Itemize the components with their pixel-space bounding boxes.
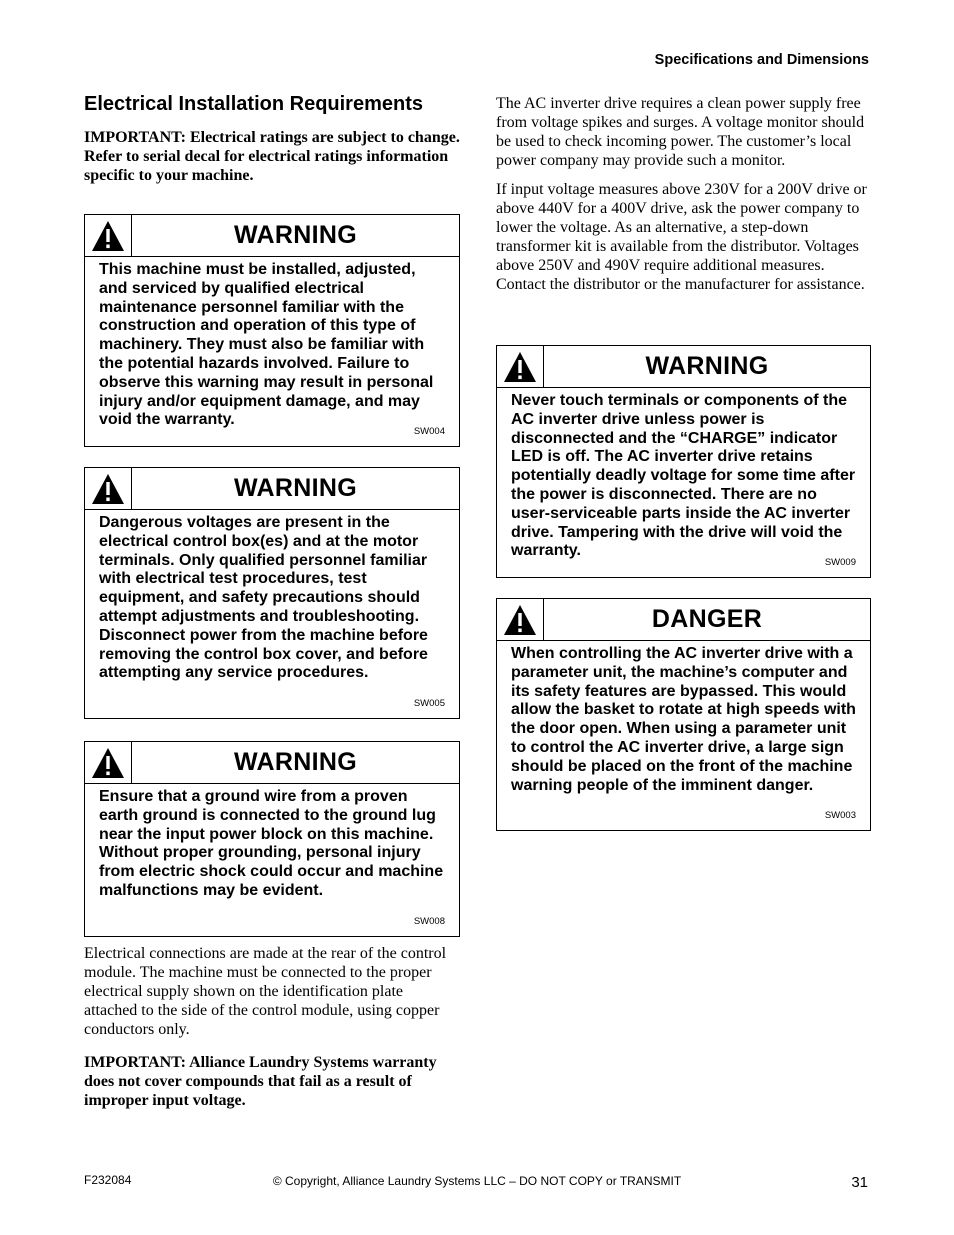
warning-heading: WARNING bbox=[234, 221, 357, 249]
warning-code: SW004 bbox=[413, 426, 445, 437]
danger-box-sw003 bbox=[496, 598, 871, 831]
danger-code: SW003 bbox=[824, 810, 856, 821]
danger-heading: DANGER bbox=[651, 605, 763, 633]
warning-box-header bbox=[497, 346, 870, 388]
footer-copyright: © Copyright, Alliance Laundry Systems LLC – DO NOT COPY or TRANSMIT bbox=[272, 1174, 682, 1188]
danger-box-header bbox=[497, 599, 870, 641]
warning-box-header bbox=[85, 215, 459, 257]
warning-text: Never touch terminals or components of the AC inverter drive unless power is disconnected and the “CHARGE” indicator LED is off. The AC inverter drive retains potentially deadly voltage for some time after the power is disconnected. There are no user-serviceable parts inside the AC inverter drive. Tampering with the drive will void the warranty. bbox=[511, 392, 856, 560]
warning-triangle-icon bbox=[497, 346, 544, 387]
warning-box-header bbox=[85, 742, 459, 784]
page-header-section: Specifications and Dimensions bbox=[654, 52, 869, 68]
important-note-ratings: IMPORTANT: Electrical ratings are subject to change. Refer to serial decal for electrical ratings information specific to your machine. bbox=[84, 129, 460, 184]
warning-triangle-icon bbox=[497, 599, 544, 640]
warning-heading: WARNING bbox=[645, 352, 769, 380]
warning-box-sw005 bbox=[84, 467, 460, 719]
warning-triangle-icon bbox=[85, 468, 132, 509]
left-column-lower bbox=[84, 944, 460, 1124]
warning-text: This machine must be installed, adjusted, and serviced by qualified electrical maintenance personnel familiar with the construction and operation of this type of machinery. They must also be familiar with the potential hazards involved. Failure to observe this warning may result in personal injury and/or equipment damage, and may void the warranty. bbox=[99, 261, 434, 429]
important-note-warranty: IMPORTANT: Alliance Laundry Systems warranty does not cover compounds that fail as a result of improper input voltage. bbox=[84, 1054, 437, 1109]
warning-box-header bbox=[85, 468, 459, 510]
warning-code: SW008 bbox=[413, 916, 445, 927]
left-column bbox=[84, 92, 460, 199]
warning-text: Ensure that a ground wire from a proven earth ground is connected to the ground lug near the input power block on this machine. Without proper grounding, personal injury from electric shock could occur and machine malfunctions may be evident. bbox=[99, 788, 444, 899]
danger-text: When controlling the AC inverter drive with a parameter unit, the machine’s computer and its safety features are bypassed. This would allow the basket to rotate at high speeds with the door open. When using a parameter unit to control the AC inverter drive, a large sign should be placed on the front of the machine warning people of the imminent danger. bbox=[511, 645, 856, 794]
inverter-power-paragraph: The AC inverter drive requires a clean power supply free from voltage spikes and surges. A voltage monitor should be used to check incoming power. The customer’s local power company may provide such a monitor. bbox=[496, 95, 865, 169]
warning-box-sw008 bbox=[84, 741, 460, 937]
warning-triangle-icon bbox=[85, 742, 132, 783]
electrical-connections-paragraph: Electrical connections are made at the rear of the control module. The machine must be connected to the proper electrical supply shown on the identification plate attached to the side of the control module, using copper conductors only. bbox=[84, 945, 447, 1038]
footer-page-number: 31 bbox=[851, 1174, 868, 1191]
warning-heading: WARNING bbox=[234, 748, 357, 776]
warning-box-sw009 bbox=[496, 345, 871, 578]
warning-code: SW005 bbox=[413, 698, 445, 709]
warning-heading: WARNING bbox=[234, 474, 357, 502]
warning-text: Dangerous voltages are present in the electrical control box(es) and at the motor terminals. Only qualified personnel familiar with electrical test procedures, test equipment, and safety precautions should attempt adjustments and troubleshooting. Disconnect power from the machine before removing the control box cover, and before attempting any service procedures. bbox=[99, 514, 428, 682]
warning-box-sw004 bbox=[84, 214, 460, 447]
input-voltage-paragraph: If input voltage measures above 230V for a 200V drive or above 440V for a 400V drive, ask the power company to lower the voltage. As an alternative, a step-down transformer kit is available from the distributor. Voltages above 250V and 490V require additional measures. Contact the distributor or the manufacturer for assistance. bbox=[496, 181, 867, 293]
footer-doc-number: F232084 bbox=[84, 1173, 132, 1187]
warning-code: SW009 bbox=[824, 557, 856, 568]
right-column bbox=[496, 94, 870, 304]
warning-triangle-icon bbox=[85, 215, 132, 256]
section-title: Electrical Installation Requirements bbox=[84, 93, 423, 115]
